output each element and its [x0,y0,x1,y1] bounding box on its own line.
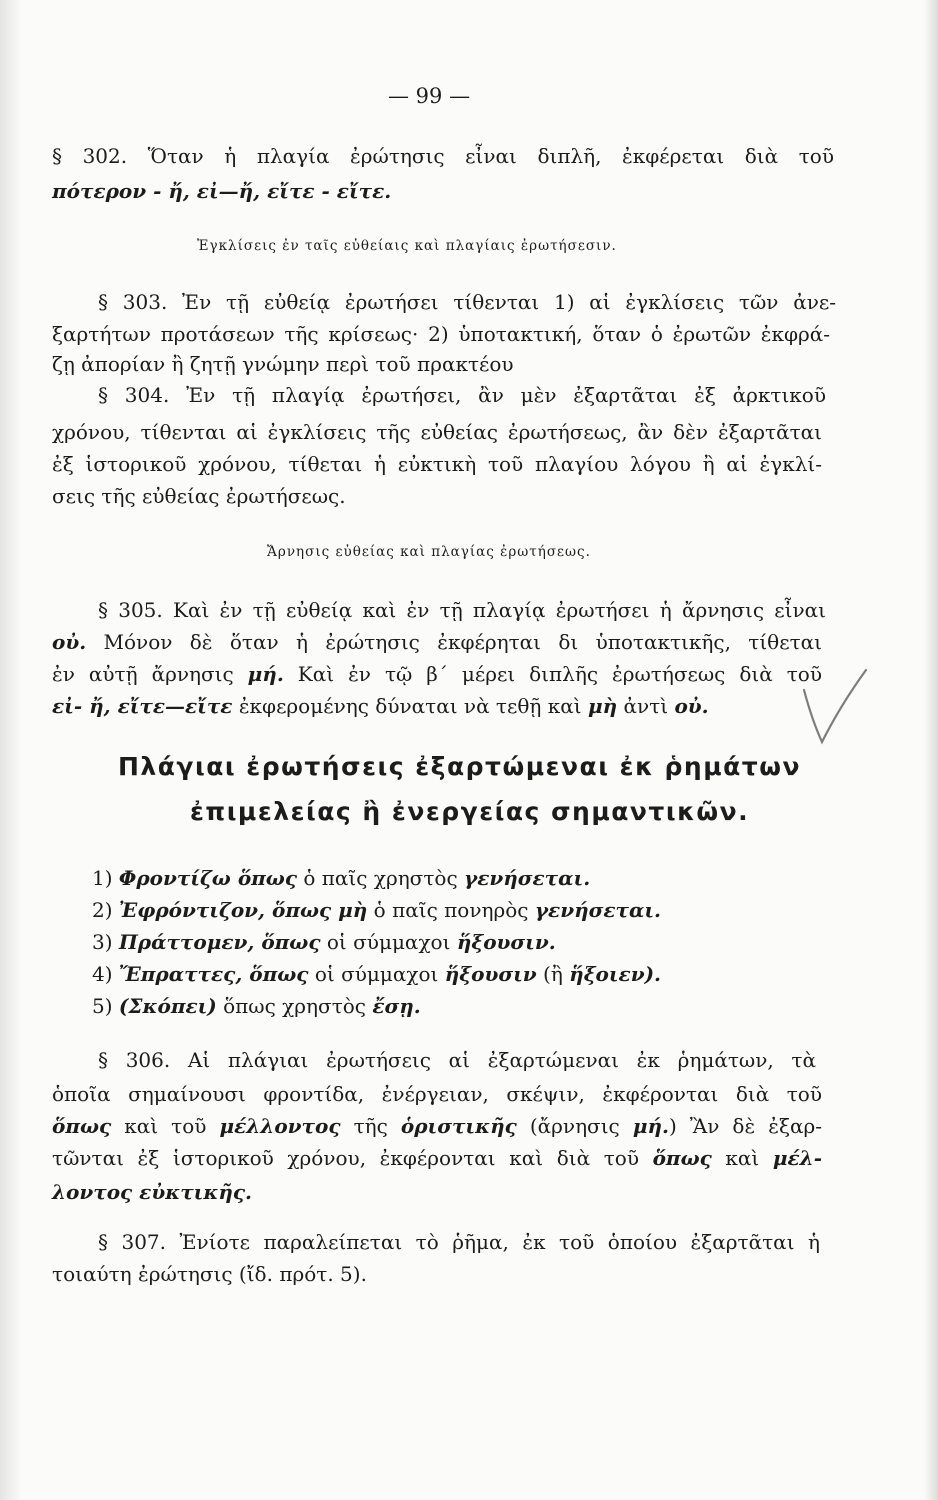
example-text: ὁ παῖς πονηρὸς [367,898,535,922]
example-item [92,866,590,890]
s305-line-2 [52,630,822,654]
example-item [92,994,421,1018]
s306-line-4-a: τῶνται ἐξ ἱστορικοῦ χρόνου, ἐκφέρονται καὶ διὰ τοῦ [52,1146,653,1170]
example-number: 1) [92,866,113,890]
example-verb: ἥξουσιν [444,962,537,986]
pencil-checkmark-icon [800,668,870,748]
example-bold: Πράττομεν, ὅπως [118,930,321,954]
example-verb: γενήσεται. [464,866,591,890]
example-text: οἱ σύμμαχοι [320,930,457,954]
example-bold: Ἔπραττες, ὅπως [118,962,309,986]
s305-line-3-c: Καὶ ἐν τῷ β΄ μέρει διπλῆς ἐρωτήσεως διὰ τοῦ [283,662,822,686]
s303-line-1: § 303. Ἐν τῇ εὐθείᾳ ἐρωτήσει τίθενται 1) αἱ ἐγκλίσεις τῶν ἀνε- [98,290,836,314]
s306-line-2: ὁποῖα σημαίνουσι φροντίδα, ἐνέργειαν, σκέψιν, ἐκφέρονται διὰ τοῦ [52,1082,822,1106]
s302-line-2: πότερον - ἤ, εἰ—ἤ, εἴτε - εἴτε. [52,179,392,203]
s306-line-3-d: τῆς [340,1114,401,1138]
s306-line-3-f: (ἄρνησις [516,1114,633,1138]
s305-ei-e: εἰ- ἤ, εἴτε—εἴτε [52,694,233,718]
example-item [92,930,556,954]
s303-line-3: ζῃ ἀπορίαν ἢ ζητῇ γνώμην περὶ τοῦ πρακτέου [52,352,514,376]
s305-me: μή. [247,662,284,686]
example-item [92,898,661,922]
example-bold: Ἐφρόντιζον, ὅπως μὴ [118,898,368,922]
example-verb: γενήσεται. [534,898,661,922]
s305-ou-2: οὐ. [674,694,709,718]
section-heading-line-2: ἐπιμελείας ἢ ἐνεργείας σημαντικῶν. [190,797,750,826]
s306-line-5: λοντος εὐκτικῆς. [52,1180,253,1204]
s306-line-3 [52,1114,822,1138]
s305-line-4-b: ἐκφερομένης δύναται νὰ τεθῇ καὶ [232,694,588,718]
s304-line-4: σεις τῆς εὐθείας ἐρωτήσεως. [52,484,346,508]
s306-line-3-h: ) Ἂν δὲ ἐξαρ- [668,1114,822,1138]
s304-line-2: χρόνου, τίθενται αἱ ἐγκλίσεις τῆς εὐθείας ἐρωτήσεως, ἂν δὲν ἐξαρτᾶται [52,420,822,444]
page-edge-shadow-right [924,0,938,1500]
s305-line-3-a: ἐν αὐτῇ ἄρνησις [52,662,248,686]
subheading-moods-direct-indirect: Ἐγκλίσεις ἐν ταῖς εὐθείαις καὶ πλαγίαις ἐρωτήσεσιν. [197,238,617,254]
s306-horistikes: ὁριστικῆς [400,1114,517,1138]
example-number: 4) [92,962,113,986]
s305-line-4-d: ἀντὶ [617,694,675,718]
s306-me: μή. [632,1114,669,1138]
example-verb: ἥξουσιν. [456,930,556,954]
s305-me-2: μὴ [587,694,618,718]
s306-mellontos-2: μέλ- [772,1146,822,1170]
s305-line-2-text: Μόνον δὲ ὅταν ἡ ἐρώτησις ἐκφέρηται δι ὑποτακτικῆς, τίθεται [86,630,822,654]
example-verb: ἔσῃ. [372,994,421,1018]
s306-line-1: § 306. Αἱ πλάγιαι ἐρωτήσεις αἱ ἐξαρτώμεναι ἐκ ῥημάτων, τὰ [98,1048,816,1072]
page-edge-shadow-left [0,0,22,1500]
subheading-negation: Ἄρνησις εὐθείας καὶ πλαγίας ἐρωτήσεως. [267,544,591,560]
example-item [92,962,661,986]
s306-line-4 [52,1146,822,1170]
s307-line-1: § 307. Ἐνίοτε παραλείπεται τὸ ῥῆμα, ἐκ τοῦ ὁποίου ἐξαρτᾶται ἡ [98,1230,820,1254]
s306-line-3-b: καὶ τοῦ [111,1114,220,1138]
example-text: οἱ σύμμαχοι [308,962,445,986]
example-number: 5) [92,994,113,1018]
s302-line-1: § 302. Ὅταν ἡ πλαγία ἐρώτησις εἶναι διπλῆ, ἐκφέρεται διὰ τοῦ [52,144,834,168]
example-text: ὅπως χρηστὸς [216,994,373,1018]
s305-ou: οὐ. [52,630,87,654]
example-text: ὁ παῖς χρηστὸς [297,866,464,890]
example-verb-2: ἥξοιεν). [569,962,662,986]
s306-hopos-2: ὅπως [652,1146,712,1170]
example-number: 2) [92,898,113,922]
s303-line-2: ξαρτήτων προτάσεων τῆς κρίσεως· 2) ὑποτακτική, ὅταν ὁ ἐρωτῶν ἐκφρά- [52,322,830,346]
s305-line-1: § 305. Καὶ ἐν τῇ εὐθείᾳ καὶ ἐν τῇ πλαγίᾳ ἐρωτήσει ἡ ἄρνησις εἶναι [98,598,826,622]
example-bold: Φροντίζω ὅπως [118,866,298,890]
s305-line-4 [52,694,709,718]
s304-line-1: § 304. Ἐν τῇ πλαγίᾳ ἐρωτήσει, ἂν μὲν ἐξαρτᾶται ἐξ ἀρκτικοῦ [98,383,826,407]
example-bold: (Σκόπει) [118,994,217,1018]
example-number: 3) [92,930,113,954]
s304-line-3: ἐξ ἱστορικοῦ χρόνου, τίθεται ἡ εὐκτικὴ τοῦ πλαγίου λόγου ἢ αἱ ἐγκλί- [52,452,822,476]
section-heading-line-1: Πλάγιαι ἐρωτήσεις ἐξαρτώμεναι ἐκ ῥημάτων [118,752,802,781]
s307-line-2: τοιαύτη ἐρώτησις (ἴδ. πρότ. 5). [52,1262,367,1286]
s306-line-4-c: καὶ [711,1146,773,1170]
s306-mellontos: μέλλοντος [219,1114,341,1138]
page-number: — 99 — [388,84,471,108]
s305-line-3 [52,662,822,686]
s306-hopos: ὅπως [52,1114,112,1138]
example-text-2: (ἢ [536,962,570,986]
